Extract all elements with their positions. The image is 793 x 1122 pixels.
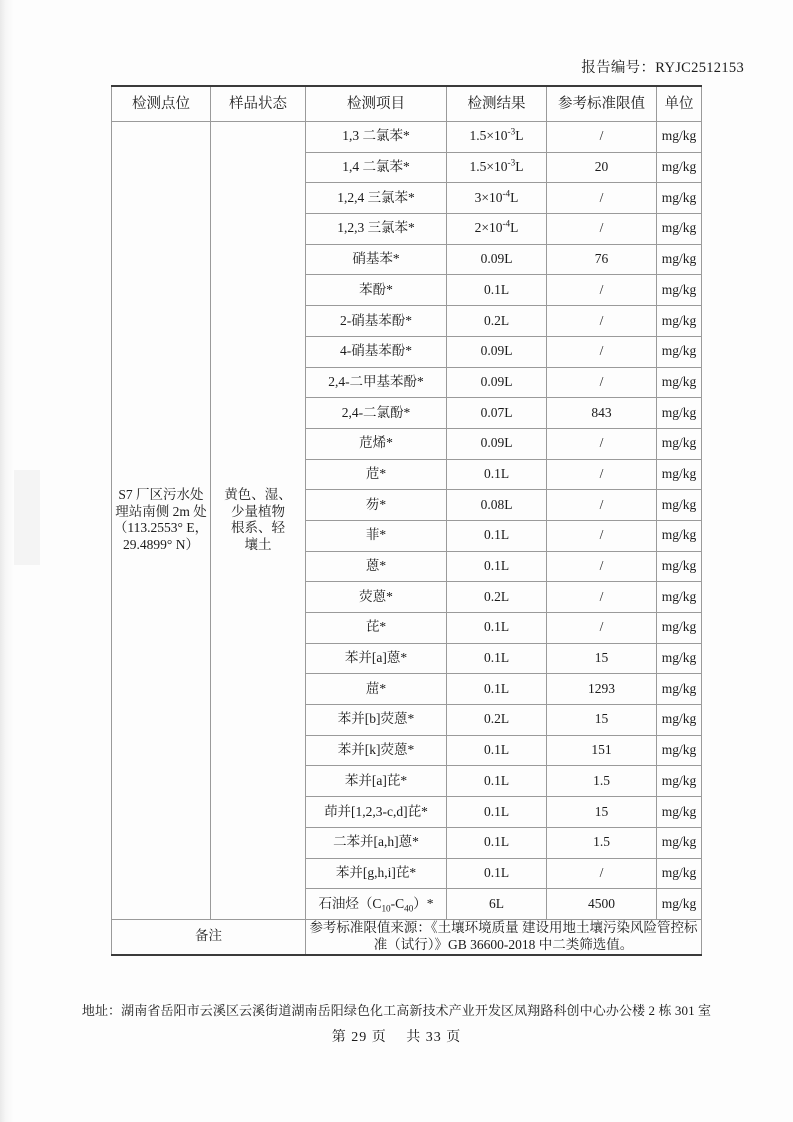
sampling-point-line: 理站南侧 2m 处 [115, 503, 207, 519]
test-item-cell: 1,2,3 三氯苯* [306, 214, 447, 245]
table-header-row [112, 86, 702, 122]
unit-cell: mg/kg [657, 428, 702, 459]
test-result-cell: $1.5\times 10^{-3}L$ [447, 152, 547, 183]
reference-limit-cell: / [547, 214, 657, 245]
test-item-cell: 苊* [306, 459, 447, 490]
test-item-cell: 菲* [306, 520, 447, 551]
reference-limit-cell: 20 [547, 152, 657, 183]
test-result-cell: 0.1L [447, 275, 547, 306]
test-result-cell: 0.09L [447, 336, 547, 367]
reference-limit-cell: / [547, 551, 657, 582]
test-item-cell: 1,2,4 三氯苯* [306, 183, 447, 214]
test-item-cell: 硝基苯* [306, 244, 447, 275]
remark-row [112, 919, 702, 954]
test-result-cell: 0.2L [447, 306, 547, 337]
test-item-cell: 2-硝基苯酚* [306, 306, 447, 337]
unit-cell: mg/kg [657, 520, 702, 551]
unit-cell: mg/kg [657, 735, 702, 766]
reference-limit-cell: / [547, 336, 657, 367]
test-result-cell: 0.1L [447, 858, 547, 889]
unit-cell: mg/kg [657, 582, 702, 613]
test-result-cell: 0.1L [447, 766, 547, 797]
reference-limit-cell: 15 [547, 705, 657, 736]
test-result-cell: $3\times 10^{-4}L$ [447, 183, 547, 214]
reference-limit-cell: 1293 [547, 674, 657, 705]
reference-limit-cell: 151 [547, 735, 657, 766]
scan-edge-artifact [0, 0, 14, 1122]
reference-limit-cell: / [547, 490, 657, 521]
sampling-point-line: S7 厂区污水处 [118, 486, 204, 502]
test-result-cell: 0.1L [447, 520, 547, 551]
test-result-cell: 0.2L [447, 582, 547, 613]
sample-state-line: 少量植物 [231, 503, 285, 519]
test-item-cell: 2,4-二甲基苯酚* [306, 367, 447, 398]
test-result-cell: 0.1L [447, 827, 547, 858]
sample-state-cell [211, 122, 306, 920]
test-item-cell: 1,4 二氯苯* [306, 152, 447, 183]
header-test-result: 检测结果 [447, 86, 547, 122]
header-sample-state: 样品状态 [211, 86, 306, 122]
test-result-cell: 0.1L [447, 797, 547, 828]
unit-cell: mg/kg [657, 183, 702, 214]
reference-limit-cell: 4500 [547, 889, 657, 920]
test-item-cell: 苯酚* [306, 275, 447, 306]
reference-limit-cell: 1.5 [547, 766, 657, 797]
unit-cell: mg/kg [657, 613, 702, 644]
test-result-cell: 0.1L [447, 735, 547, 766]
unit-cell: mg/kg [657, 244, 702, 275]
unit-cell: mg/kg [657, 122, 702, 153]
reference-limit-cell: / [547, 122, 657, 153]
reference-limit-cell: / [547, 582, 657, 613]
test-result-cell: 0.09L [447, 367, 547, 398]
footer-page-number: 第 29 页 共 33 页 [331, 1030, 462, 1045]
test-item-cell: 芘* [306, 613, 447, 644]
test-result-cell: 0.07L [447, 398, 547, 429]
sampling-point-cell [112, 122, 211, 920]
unit-cell: mg/kg [657, 398, 702, 429]
test-item-cell: 苯并[g,h,i]芘* [306, 858, 447, 889]
report-number: 报告编号：RYJC2512153 [581, 60, 744, 76]
unit-cell: mg/kg [657, 336, 702, 367]
footer-address: 地址：湖南省岳阳市云溪区云溪街道湖南岳阳绿色化工高新技术产业开发区凤翔路科创中心办公楼 2 栋 301 室 [81, 1003, 712, 1018]
reference-limit-cell: / [547, 613, 657, 644]
test-item-cell: 䓛* [306, 674, 447, 705]
test-result-cell: $1.5\times 10^{-3}L$ [447, 122, 547, 153]
test-result-cell: 0.09L [447, 428, 547, 459]
test-item-cell: 芴* [306, 490, 447, 521]
unit-cell: mg/kg [657, 766, 702, 797]
test-item-cell: 苯并[k]荧蒽* [306, 735, 447, 766]
unit-cell: mg/kg [657, 643, 702, 674]
test-item-cell: 荧蒽* [306, 582, 447, 613]
test-result-cell: 0.08L [447, 490, 547, 521]
reference-limit-cell: / [547, 428, 657, 459]
test-item-cell: 4-硝基苯酚* [306, 336, 447, 367]
test-result-cell: 0.1L [447, 674, 547, 705]
sample-state-line: 黄色、湿、 [224, 486, 292, 502]
reference-limit-cell: / [547, 520, 657, 551]
scan-blotch-artifact [14, 470, 40, 565]
unit-cell: mg/kg [657, 306, 702, 337]
test-result-cell: 0.1L [447, 613, 547, 644]
sample-state-line: 根系、轻 [231, 520, 285, 536]
sampling-point-line: （113.2553° E， [113, 520, 209, 536]
unit-cell: mg/kg [657, 490, 702, 521]
reference-limit-cell: / [547, 459, 657, 490]
test-item-cell: 石油烃$(C_{10}-C_{40})*$ [306, 889, 447, 920]
unit-cell: mg/kg [657, 551, 702, 582]
test-result-cell: 0.09L [447, 244, 547, 275]
unit-cell: mg/kg [657, 152, 702, 183]
test-item-cell: 苯并[a]蒽* [306, 643, 447, 674]
sampling-point-line: 29.4899° N） [123, 537, 199, 553]
unit-cell: mg/kg [657, 797, 702, 828]
test-result-cell: 6L [447, 889, 547, 920]
table-row [112, 122, 702, 153]
unit-cell: mg/kg [657, 367, 702, 398]
reference-limit-cell: / [547, 858, 657, 889]
unit-cell: mg/kg [657, 275, 702, 306]
table-body [112, 122, 702, 955]
header-sampling-point: 检测点位 [112, 86, 211, 122]
remark-label: 备注 [112, 919, 306, 954]
test-result-cell: $2\times 10^{-4}L$ [447, 214, 547, 245]
reference-limit-cell: 843 [547, 398, 657, 429]
test-item-cell: 苯并[b]荧蒽* [306, 705, 447, 736]
unit-cell: mg/kg [657, 214, 702, 245]
unit-cell: mg/kg [657, 705, 702, 736]
sample-state-line: 壤土 [244, 537, 272, 553]
test-result-cell: 0.1L [447, 643, 547, 674]
reference-limit-cell: 15 [547, 797, 657, 828]
reference-limit-cell: / [547, 306, 657, 337]
test-result-cell: 0.1L [447, 551, 547, 582]
header-reference-limit: 参考标准限值 [547, 86, 657, 122]
test-results-table [111, 85, 702, 956]
remark-text: 参考标准限值来源：《土壤环境质量 建设用地土壤污染风险管控标准（试行）》GB 36600-2018 中二类筛选值。 [306, 919, 702, 954]
reference-limit-cell: / [547, 367, 657, 398]
test-item-cell: 蒽* [306, 551, 447, 582]
unit-cell: mg/kg [657, 827, 702, 858]
test-item-cell: 苊烯* [306, 428, 447, 459]
test-item-cell: 2,4-二氯酚* [306, 398, 447, 429]
reference-limit-cell: 76 [547, 244, 657, 275]
reference-limit-cell: 1.5 [547, 827, 657, 858]
unit-cell: mg/kg [657, 889, 702, 920]
test-item-cell: 苯并[a]芘* [306, 766, 447, 797]
unit-cell: mg/kg [657, 459, 702, 490]
unit-cell: mg/kg [657, 674, 702, 705]
reference-limit-cell: / [547, 183, 657, 214]
header-test-item: 检测项目 [306, 86, 447, 122]
test-result-cell: 0.1L [447, 459, 547, 490]
unit-cell: mg/kg [657, 858, 702, 889]
header-unit: 单位 [657, 86, 702, 122]
reference-limit-cell: / [547, 275, 657, 306]
test-item-cell: 二苯并[a,h]蒽* [306, 827, 447, 858]
reference-limit-cell: 15 [547, 643, 657, 674]
test-item-cell: 1,3 二氯苯* [306, 122, 447, 153]
test-item-cell: 茚并[1,2,3-c,d]芘* [306, 797, 447, 828]
test-result-cell: 0.2L [447, 705, 547, 736]
